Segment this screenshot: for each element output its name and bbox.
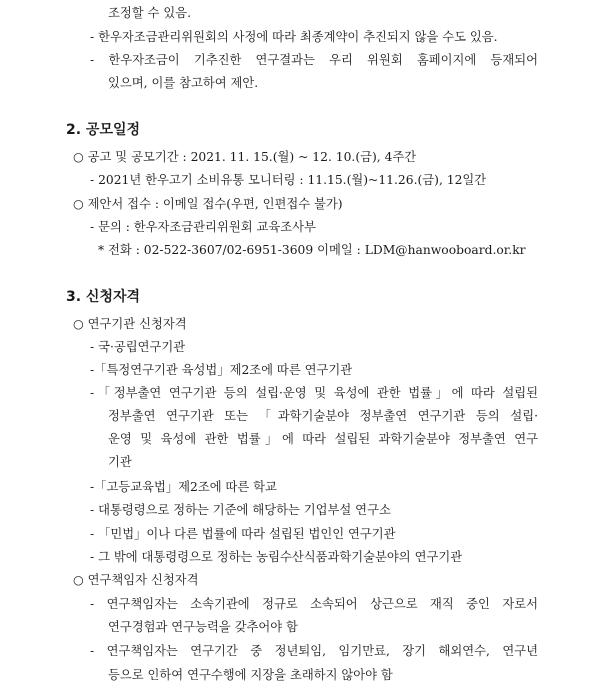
eligibility-subitem: - 그 밖에 대통령령으로 정하는 농림수산식품과학기술분야의 연구기관 <box>90 550 463 564</box>
intro-line: 조정할 수 있음. <box>108 6 191 20</box>
eligibility-subitem: - 「민법」이나 다른 법률에 따라 설립된 법인인 연구기관 <box>90 527 396 541</box>
eligibility-item: ○ 연구책임자 신청자격 <box>73 573 199 587</box>
eligibility-subitem-continued: 운영 및 육성에 관한 법률」에 따라 설립된 과학기술분야 정부출연 연구 <box>108 432 538 446</box>
eligibility-subitem: -「정부출연 연구기관 등의 설립·운영 및 육성에 관한 법률」에 따라 설립된 <box>90 386 538 400</box>
eligibility-subitem: - 국·공립연구기관 <box>90 340 186 354</box>
eligibility-subitem-continued: 정부출연 연구기관 또는 「과학기술분야 정부출연 연구기관 등의 설립· <box>108 409 538 423</box>
eligibility-subitem-continued: 등으로 인하여 연구수행에 지장을 초래하지 않아야 함 <box>108 668 393 682</box>
schedule-item: ○ 공고 및 공모기간 : 2021. 11. 15.(월) ~ 12. 10.(금), 4주간 <box>73 150 417 164</box>
eligibility-subitem-continued: 연구경험과 연구능력을 갖추어야 함 <box>108 620 298 634</box>
schedule-subitem: - 문의 : 한우자조금관리위원회 교육조사부 <box>90 220 316 234</box>
eligibility-subitem: -「고등교육법」제2조에 따른 학교 <box>90 480 277 494</box>
schedule-subitem: - 2021년 한우고기 소비유통 모니터링 : 11.15.(월)~11.26.(금), 12일간 <box>90 173 487 187</box>
eligibility-item: ○ 연구기관 신청자격 <box>73 317 187 331</box>
contact-line: * 전화 : 02-522-3607/02-6951-3609 이메일 : LDM@hanwooboard.or.kr <box>98 243 526 257</box>
section-heading: 2. 공모일정 <box>66 122 141 138</box>
intro-bullet: - 한우자조금이 기추진한 연구결과는 우리 위원회 홈페이지에 등재되어 <box>90 53 538 67</box>
eligibility-subitem: - 연구책임자는 연구기간 중 정년퇴임, 임기만료, 장기 해외연수, 연구년 <box>90 644 538 658</box>
eligibility-subitem: - 대통령령으로 정하는 기준에 해당하는 기업부설 연구소 <box>90 503 391 517</box>
schedule-item: ○ 제안서 접수 : 이메일 접수(우편, 인편접수 불가) <box>73 197 343 211</box>
eligibility-subitem: -「특정연구기관 육성법」제2조에 따른 연구기관 <box>90 363 353 377</box>
section-heading: 3. 신청자격 <box>66 289 141 305</box>
eligibility-subitem-continued: 기관 <box>108 455 132 469</box>
eligibility-subitem: - 연구책임자는 소속기관에 정규로 소속되어 상근으로 재직 중인 자로서 <box>90 597 538 611</box>
intro-bullet: - 한우자조금관리위원회의 사정에 따라 최종계약이 추진되지 않을 수도 있음. <box>90 30 498 44</box>
intro-bullet-continued: 있으며, 이를 참고하여 제안. <box>108 76 259 90</box>
